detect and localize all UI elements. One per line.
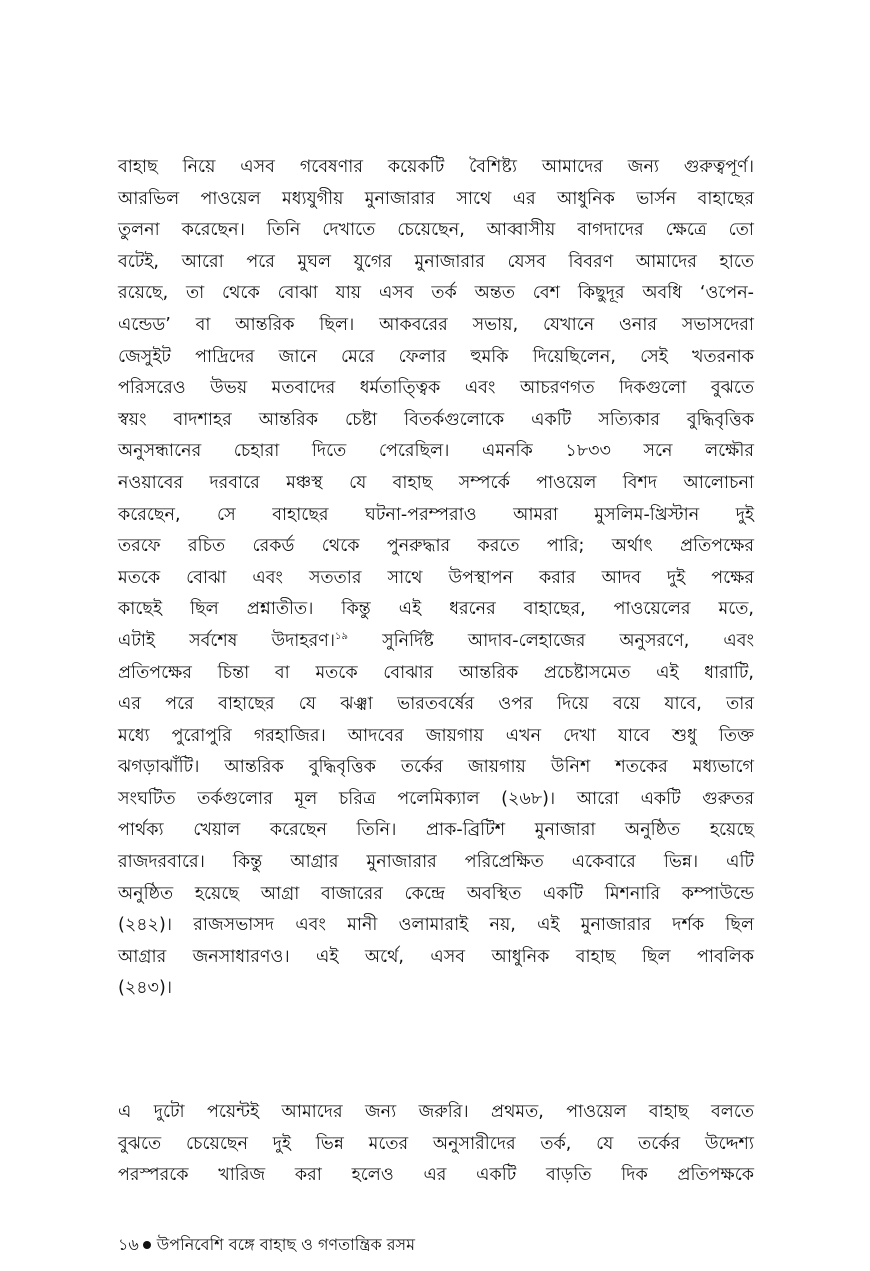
text-line: অনুষ্ঠিত হয়েছে আগ্রা বাজারের কেন্দ্রে অবস্থিত একটি মিশনারি কম্পাউন্ডে <box>118 883 754 904</box>
text-line: (২৪২)। রাজসভাসদ এবং মানী ওলামারাই নয়, এই মুনাজারার দর্শক ছিল <box>118 915 754 936</box>
text-line: পার্থক্য খেয়াল করেছেন তিনি। প্রাক-ব্রিটিশ মুনাজারা অনুষ্ঠিত হয়েছে <box>118 820 754 841</box>
running-title: উপনিবেশি বঙ্গে বাহাছ ও গণতান্ত্রিক রসম <box>156 1235 416 1254</box>
text-line: মধ্যে পুরোপুরি গরহাজির। আদবের জায়গায় এখন দেখা যাবে শুধু তিক্ত <box>118 725 754 746</box>
text-line: নওয়াবের দরবারে মঞ্চস্থ যে বাহাছ সম্পর্কে পাওয়েল বিশদ আলোচনা <box>118 472 754 493</box>
text-line: আগ্রার জনসাধারণও। এই অর্থে, এসব আধুনিক বাহাছ ছিল পাবলিক <box>118 946 754 967</box>
text-line: এন্ডেড’ বা আন্তরিক ছিল। আকবরের সভায়, যেখানে ওনার সভাসদেরা <box>118 314 754 335</box>
text-line: প্রতিপক্ষের চিন্তা বা মতকে বোঝার আন্তরিক প্রচেষ্টাসমেত এই ধারাটি, <box>118 662 754 683</box>
text-line: কাছেই ছিল প্রশ্নাতীত। কিন্তু এই ধরনের বাহাছের, পাওয়েলের মতে, <box>118 599 754 620</box>
text-line: জেসুইট পাদ্রিদের জানে মেরে ফেলার হুমকি দিয়েছিলেন, সেই খতরনাক <box>118 346 754 367</box>
text-line: পরিসরেও উভয় মতবাদের ধর্মতাত্ত্বিক এবং আচরণগত দিকগুলো বুঝতে <box>118 378 754 399</box>
text-line: এর পরে বাহাছের যে ঝঞ্ঝা ভারতবর্ষের ওপর দিয়ে বয়ে যাবে, তার <box>118 694 754 715</box>
footnote-marker[interactable]: ১৯ <box>335 631 349 643</box>
text-line: স্বয়ং বাদশাহর আন্তরিক চেষ্টা বিতর্কগুলোকে একটি সত্যিকার বুদ্ধিবৃত্তিক <box>118 409 754 430</box>
text-line: (২৪৩)। <box>118 978 173 999</box>
text-line: ঝগড়াঝাঁটি। আন্তরিক বুদ্ধিবৃত্তিক তর্কের জায়গায় উনিশ শতকের মধ্যভাগে <box>118 757 754 778</box>
text-segment: এটাই সর্বশেষ উদাহরণ। <box>118 630 336 651</box>
text-line: বুঝতে চেয়েছেন দুই ভিন্ন মতের অনুসারীদের তর্ক, যে তর্কের উদ্দেশ্য <box>118 1133 754 1154</box>
text-line-with-footnote <box>118 626 754 658</box>
text-line: পরস্পরকে খারিজ করা হলেও এর একটি বাড়তি দিক প্রতিপক্ষকে <box>118 1165 754 1186</box>
text-segment: সুনির্দিষ্ট আদাব-লেহাজের অনুসরণে, এবং <box>348 630 754 651</box>
paragraph-1 <box>118 152 754 1005</box>
text-line: অনুসন্ধানের চেহারা দিতে পেরেছিল। এমনকি ১৮৩৩ সনে লক্ষৌর <box>118 441 754 462</box>
text-line: সংঘটিত তর্কগুলোর মূল চরিত্র পলেমিক্যাল (২৬৮)। আরো একটি গুরুতর <box>118 788 754 809</box>
page-number: ১৬ <box>118 1235 139 1254</box>
text-line: রয়েছে, তা থেকে বোঝা যায় এসব তর্ক অন্তত বেশ কিছুদূর অবধি ‘ওপেন- <box>118 283 754 304</box>
bullet-icon <box>143 1241 151 1249</box>
text-line: মতকে বোঝা এবং সততার সাথে উপস্থাপন করার আদব দুই পক্ষের <box>118 567 754 588</box>
text-line: বাহাছ নিয়ে এসব গবেষণার কয়েকটি বৈশিষ্ট্য আমাদের জন্য গুরুত্বপূর্ণ। <box>118 157 754 177</box>
text-line: আরভিল পাওয়েল মধ্যযুগীয় মুনাজারার সাথে এর আধুনিক ভার্সন বাহাছের <box>118 188 754 209</box>
text-line: তরফে রচিত রেকর্ড থেকে পুনরুদ্ধার করতে পারি; অর্থাৎ প্রতিপক্ষের <box>118 536 754 557</box>
text-line: বটেই, আরো পরে মুঘল যুগের মুনাজারার যেসব বিবরণ আমাদের হাতে <box>118 251 754 272</box>
paragraph-2 <box>118 1097 754 1192</box>
text-line: এ দুটো পয়েন্টই আমাদের জন্য জরুরি। প্রথমত, পাওয়েল বাহাছ বলতে <box>118 1102 754 1122</box>
text-line: করেছেন, সে বাহাছের ঘটনা-পরম্পরাও আমরা মুসলিম-খ্রিস্টান দুই <box>118 504 754 525</box>
page-footer <box>118 1234 415 1256</box>
text-line: রাজদরবারে। কিন্তু আগ্রার মুনাজারার পরিপ্রেক্ষিত একেবারে ভিন্ন। এটি <box>118 852 754 873</box>
text-line: তুলনা করেছেন। তিনি দেখাতে চেয়েছেন, আব্বাসীয় বাগদাদের ক্ষেত্রে তো <box>118 220 754 241</box>
